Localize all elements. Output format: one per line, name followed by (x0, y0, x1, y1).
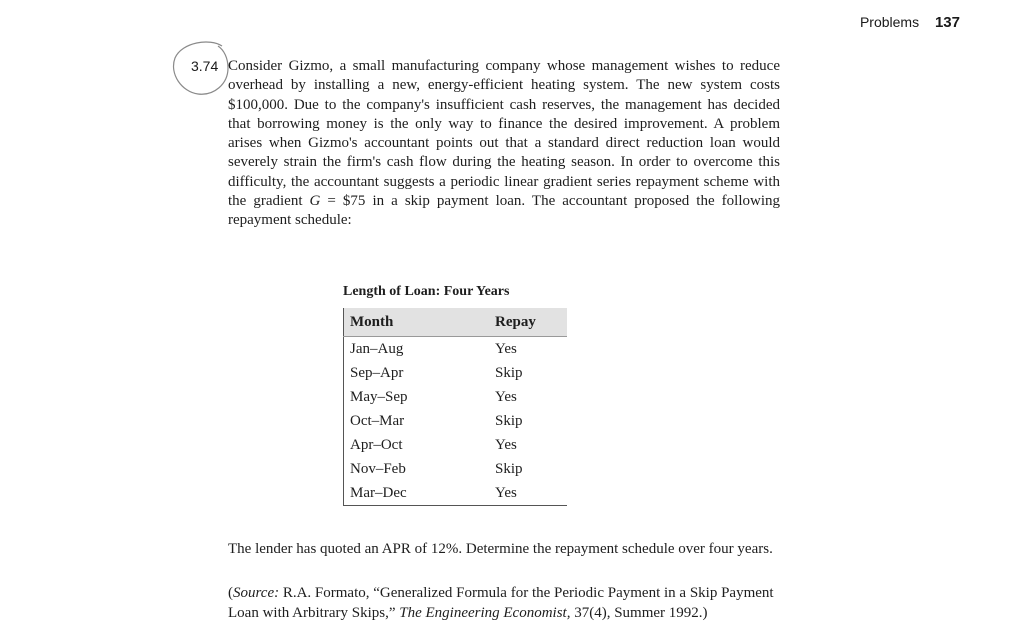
month-cell: Apr–Oct (350, 436, 403, 453)
repay-cell: Skip (495, 412, 523, 429)
problem-text-part1: Consider Gizmo, a small manufacturing company whose management wishes to reduce overhead by installing a new, energy-efficient heating system. The new system costs $100,000. Due to the company's insufficient cash reserves, the management has decided that borrowing money is the only way to finance the desired improvement. A problem arises when Gizmo's accountant points out that a standard direct reduction loan would severely strain the firm's cash flow during the heating season. In order to overcome this difficulty, the accountant suggests a periodic linear gradient series repayment scheme with the gradient (228, 58, 780, 210)
table-row (344, 337, 568, 362)
problem-number: 3.74 (191, 58, 219, 74)
repayment-schedule-table (343, 308, 567, 506)
problem-text-part2: = $75 in a skip payment loan. The accountant proposed the following repayment schedule: (228, 193, 780, 229)
month-cell: Jan–Aug (350, 340, 404, 357)
source-journal: The Engineering Economist, (399, 604, 571, 621)
month-cell: Oct–Mar (350, 412, 405, 429)
page-header (860, 14, 960, 31)
table-row (344, 433, 568, 457)
table-row (344, 457, 568, 481)
table-row (344, 409, 568, 433)
source-citation (228, 584, 780, 623)
repay-cell: Yes (495, 388, 517, 405)
month-cell: Sep–Apr (350, 364, 404, 381)
problem-text (228, 57, 780, 231)
source-citation-details: 37(4), Summer 1992.) (570, 604, 708, 621)
repay-cell: Yes (495, 340, 517, 357)
repay-cell: Skip (495, 364, 523, 381)
table-title: Length of Loan: Four Years (343, 284, 510, 299)
repay-cell: Yes (495, 436, 517, 453)
table-row (344, 385, 568, 409)
header-month: Month (344, 308, 496, 337)
repay-cell: Skip (495, 460, 523, 477)
source-open-paren: ( (228, 585, 233, 601)
page-number: 137 (934, 14, 960, 31)
month-cell: Nov–Feb (350, 460, 406, 477)
source-text: R.A. Formato, “Generalized Formula for the Periodic Payment in a Skip Payment Loan with Arbitrary Skips,” (228, 585, 774, 621)
repay-cell: Yes (495, 484, 517, 501)
month-cell: May–Sep (350, 388, 408, 405)
gradient-symbol: G (309, 193, 321, 210)
table-row (344, 481, 568, 506)
month-cell: Mar–Dec (350, 484, 407, 501)
followup-text: The lender has quoted an APR of 12%. Determine the repayment schedule over four years. (228, 541, 773, 557)
table-row (344, 361, 568, 385)
section-title: Problems (859, 14, 920, 30)
header-repay: Repay (495, 308, 567, 337)
table-header-row (344, 308, 568, 337)
source-label: Source: (233, 585, 280, 601)
